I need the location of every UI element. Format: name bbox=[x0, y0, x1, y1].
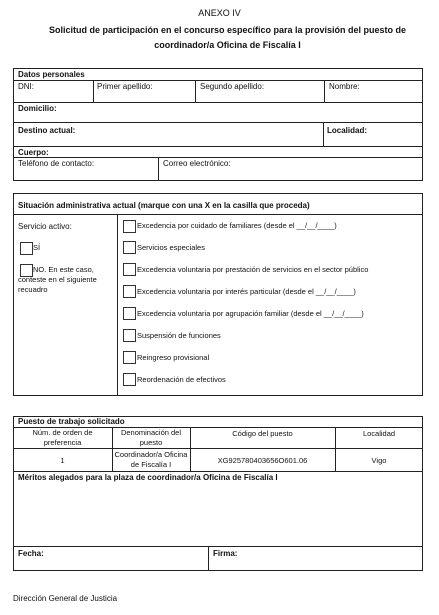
col-header-name-line1: Denominación del bbox=[120, 428, 182, 437]
row-order: 1 bbox=[60, 456, 65, 465]
second-surname-field[interactable]: Segundo apellido: bbox=[200, 82, 265, 91]
col-header-code: Código del puesto bbox=[232, 429, 293, 438]
option-label: Reordenación de efectivos bbox=[137, 375, 226, 384]
row-post-name bbox=[112, 450, 190, 469]
admin-status-title: Situación administrativa actual (marque con una X en la casilla que proceda) bbox=[18, 201, 310, 210]
col-header-order-line1: Núm. de orden de bbox=[32, 428, 93, 437]
first-surname-field[interactable]: Primer apellido: bbox=[97, 82, 153, 91]
option-label: Reingreso provisional bbox=[137, 353, 210, 362]
corps-field[interactable]: Cuerpo: bbox=[18, 148, 49, 157]
col-header-order bbox=[13, 428, 112, 447]
option-checkbox[interactable] bbox=[123, 373, 136, 386]
requested-post-title: Puesto de trabajo solicitado bbox=[18, 417, 125, 426]
name-field[interactable]: Nombre: bbox=[329, 82, 360, 91]
option-label: Excedencia voluntaria por interés particular (desde el __/__/____) bbox=[137, 287, 356, 296]
option-label: Suspensión de funciones bbox=[137, 331, 221, 340]
merits-label[interactable]: Méritos alegados para la plaza de coordinador/a Oficina de Fiscalía I bbox=[18, 473, 278, 482]
current-post-field[interactable]: Destino actual: bbox=[18, 126, 76, 135]
email-field[interactable]: Correo electrónico: bbox=[163, 159, 231, 168]
form-title-line2: coordinador/a Oficina de Fiscalía I bbox=[154, 40, 301, 50]
no-label-line3: recuadro bbox=[18, 285, 48, 294]
col-header-locality: Localidad bbox=[362, 429, 396, 438]
form-title-line1: Solicitud de participación en el concurso específico para la provisión del puesto de bbox=[48, 25, 407, 35]
form-title bbox=[30, 23, 425, 53]
personal-data-title: Datos personales bbox=[18, 70, 85, 79]
option-label: Excedencia voluntaria por agrupación familiar (desde el __/__/____) bbox=[137, 309, 364, 318]
row-post-name-line1: Coordinador/a Oficina bbox=[114, 450, 188, 459]
option-checkbox[interactable] bbox=[123, 220, 136, 233]
option-label: Excedencia por cuidado de familiares (desde el __/__/____) bbox=[137, 221, 337, 230]
address-field[interactable]: Domicilio: bbox=[18, 104, 57, 113]
dni-field[interactable]: DNI: bbox=[18, 82, 34, 91]
yes-label: SÍ bbox=[33, 243, 41, 252]
active-service-label: Servicio activo: bbox=[18, 222, 72, 231]
yes-checkbox[interactable] bbox=[20, 242, 33, 255]
row-post-name-line2: de Fiscalía I bbox=[130, 459, 172, 469]
signature-field[interactable]: Firma: bbox=[213, 549, 238, 558]
row-locality: Vigo bbox=[371, 456, 387, 465]
footer-issuer: Dirección General de Justicia bbox=[13, 594, 118, 603]
date-field[interactable]: Fecha: bbox=[18, 549, 44, 558]
option-checkbox[interactable] bbox=[123, 285, 136, 298]
option-label: Excedencia voluntaria por prestación de servicios en el sector público bbox=[137, 265, 369, 274]
option-checkbox[interactable] bbox=[123, 263, 136, 276]
phone-field[interactable]: Teléfono de contacto: bbox=[18, 159, 95, 168]
col-header-name bbox=[112, 428, 190, 447]
option-checkbox[interactable] bbox=[123, 241, 136, 254]
no-label-line2: conteste en el siguiente bbox=[18, 275, 97, 284]
no-label-line1: NO. En este caso, bbox=[33, 265, 94, 274]
row-post-code: XG925780403656O601.06 bbox=[217, 456, 308, 465]
col-header-name-line2: puesto bbox=[139, 437, 163, 447]
option-label: Servicios especiales bbox=[137, 243, 205, 252]
option-checkbox[interactable] bbox=[123, 307, 136, 320]
option-checkbox[interactable] bbox=[123, 351, 136, 364]
col-header-order-line2: preferencia bbox=[43, 437, 82, 447]
annex-label: ANEXO IV bbox=[198, 8, 241, 18]
locality-field[interactable]: Localidad: bbox=[327, 126, 368, 135]
option-checkbox[interactable] bbox=[123, 329, 136, 342]
